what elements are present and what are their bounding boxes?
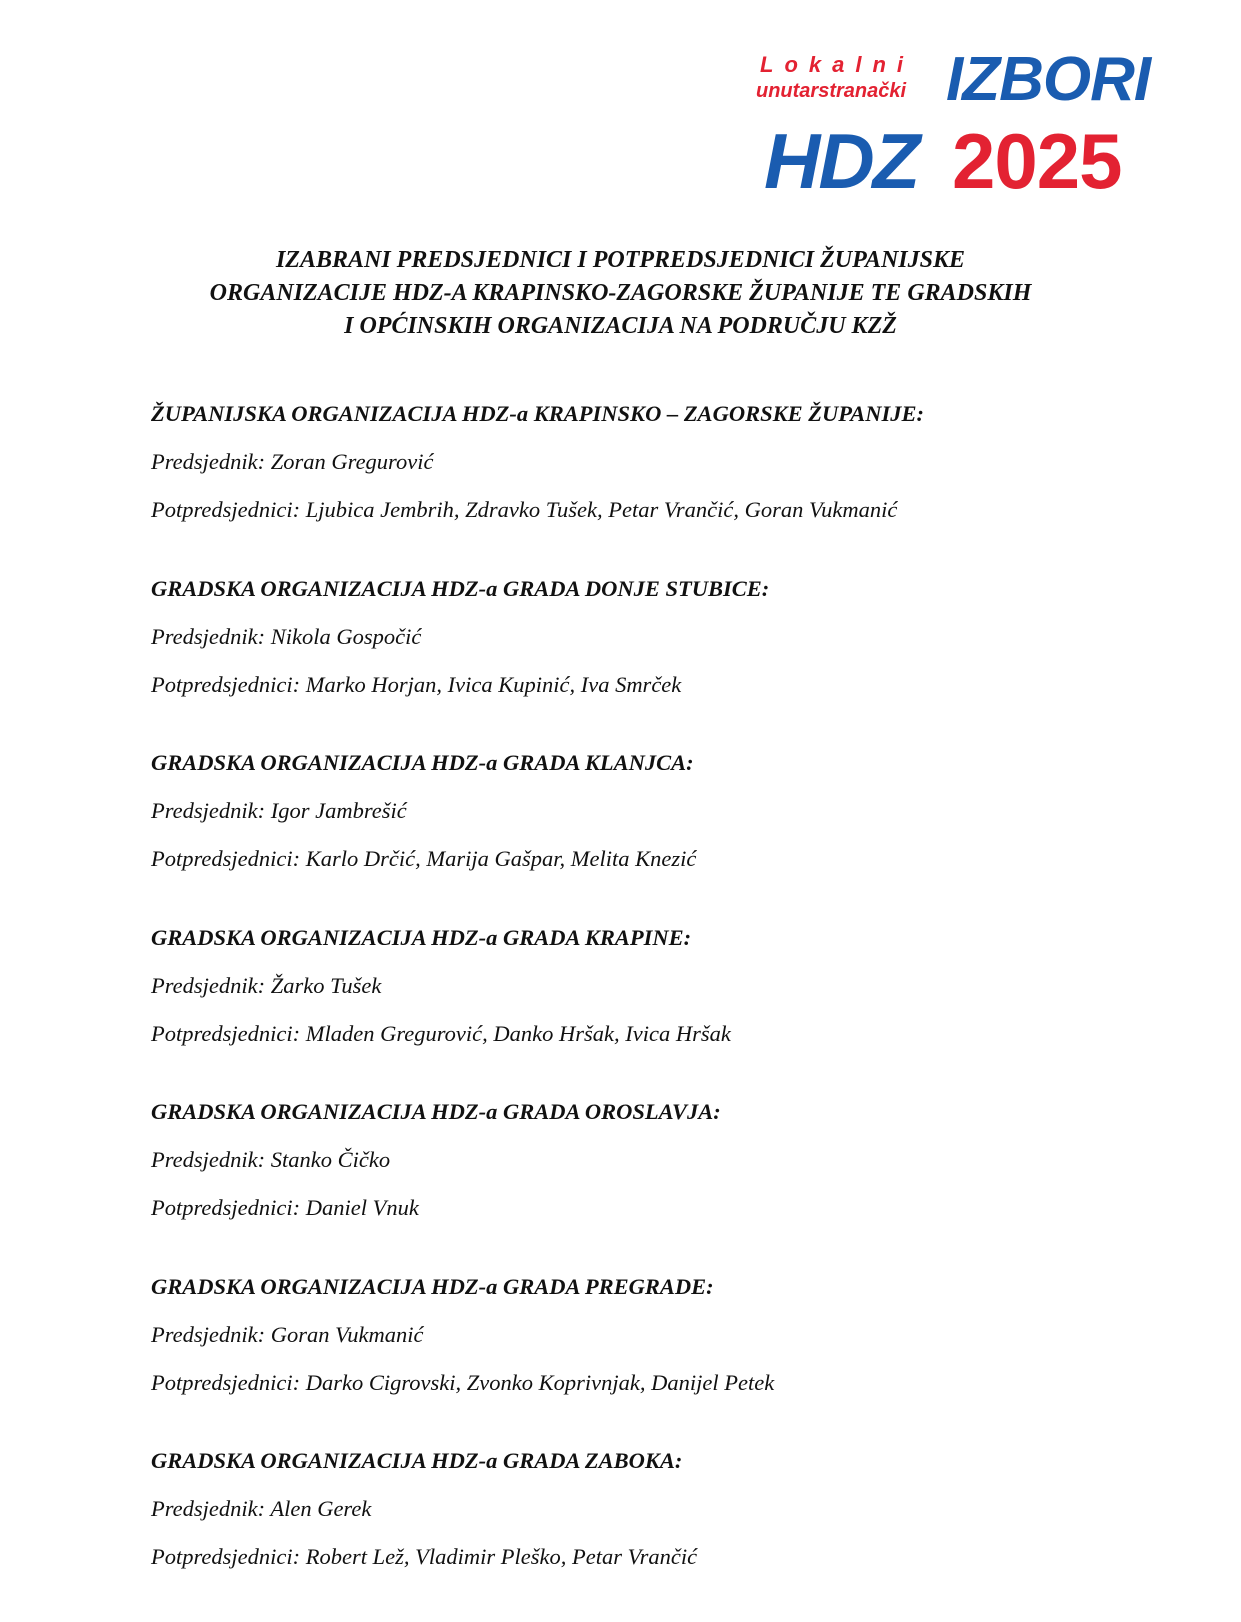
vice-presidents-line: Potpredsjednici: Ljubica Jembrih, Zdravko Tušek, Petar Vrančić, Goran Vukmanić	[151, 497, 898, 522]
logo-year-text: 2025	[952, 117, 1122, 205]
organization-section	[151, 574, 1151, 749]
logo-lokalni-text: Lokalni	[760, 52, 915, 77]
president-line: Predsjednik: Igor Jambrešić	[151, 798, 407, 823]
president-line: Predsjednik: Stanko Čičko	[151, 1147, 391, 1172]
document-title	[100, 244, 1141, 343]
organization-section	[151, 748, 1151, 923]
president-line: Predsjednik: Žarko Tušek	[151, 972, 382, 998]
organization-heading: GRADSKA ORGANIZACIJA HDZ-a GRADA PREGRADE:	[151, 1273, 714, 1299]
president-line: Predsjednik: Alen Gerek	[151, 1496, 372, 1521]
title-line: ORGANIZACIJE HDZ-A KRAPINSKO-ZAGORSKE ŽUPANIJE TE GRADSKIH	[209, 280, 1032, 306]
organization-heading: ŽUPANIJSKA ORGANIZACIJA HDZ-a KRAPINSKO – ZAGORSKE ŽUPANIJE:	[151, 401, 925, 426]
organization-section	[151, 1446, 1151, 1621]
vice-presidents-line: Potpredsjednici: Mladen Gregurović, Danko Hršak, Ivica Hršak	[151, 1020, 731, 1046]
title-line: IZABRANI PREDSJEDNICI I POTPREDSJEDNICI ŽUPANIJSKE	[275, 247, 966, 273]
organization-heading: GRADSKA ORGANIZACIJA HDZ-a GRADA KLANJCA:	[151, 750, 694, 775]
vice-presidents-line: Potpredsjednici: Darko Cigrovski, Zvonko Koprivnjak, Danijel Petek	[151, 1369, 775, 1395]
organization-section	[151, 1272, 1151, 1447]
hdz-elections-logo	[756, 45, 1176, 210]
vice-presidents-line: Potpredsjednici: Karlo Drčić, Marija Gašpar, Melita Knezić	[151, 846, 697, 871]
president-line: Predsjednik: Nikola Gospočić	[151, 623, 422, 649]
president-line: Predsjednik: Goran Vukmanić	[151, 1321, 424, 1347]
logo-izbori-text: IZBORI	[946, 45, 1151, 114]
organization-section	[151, 399, 1151, 574]
organization-heading: GRADSKA ORGANIZACIJA HDZ-a GRADA DONJE STUBICE:	[151, 575, 770, 601]
vice-presidents-line: Potpredsjednici: Marko Horjan, Ivica Kupinić, Iva Smrček	[151, 671, 682, 697]
organization-heading: GRADSKA ORGANIZACIJA HDZ-a GRADA ZABOKA:	[151, 1448, 683, 1473]
organization-section	[151, 1097, 1151, 1272]
vice-presidents-line: Potpredsjednici: Daniel Vnuk	[151, 1195, 419, 1220]
organization-section	[151, 923, 1151, 1098]
organization-heading: GRADSKA ORGANIZACIJA HDZ-a GRADA OROSLAVJA:	[151, 1099, 721, 1124]
title-line: I OPĆINSKIH ORGANIZACIJA NA PODRUČJU KZŽ	[344, 313, 897, 339]
vice-presidents-line: Potpredsjednici: Robert Lež, Vladimir Pleško, Petar Vrančić	[151, 1544, 698, 1569]
logo-hdz-text: HDZ	[764, 117, 919, 205]
president-line: Predsjednik: Zoran Gregurović	[151, 449, 434, 474]
logo-unutarstranacki-text: unutarstranački	[756, 80, 907, 102]
organization-heading: GRADSKA ORGANIZACIJA HDZ-a GRADA KRAPINE:	[151, 924, 692, 950]
organizations-list	[151, 399, 1151, 1621]
